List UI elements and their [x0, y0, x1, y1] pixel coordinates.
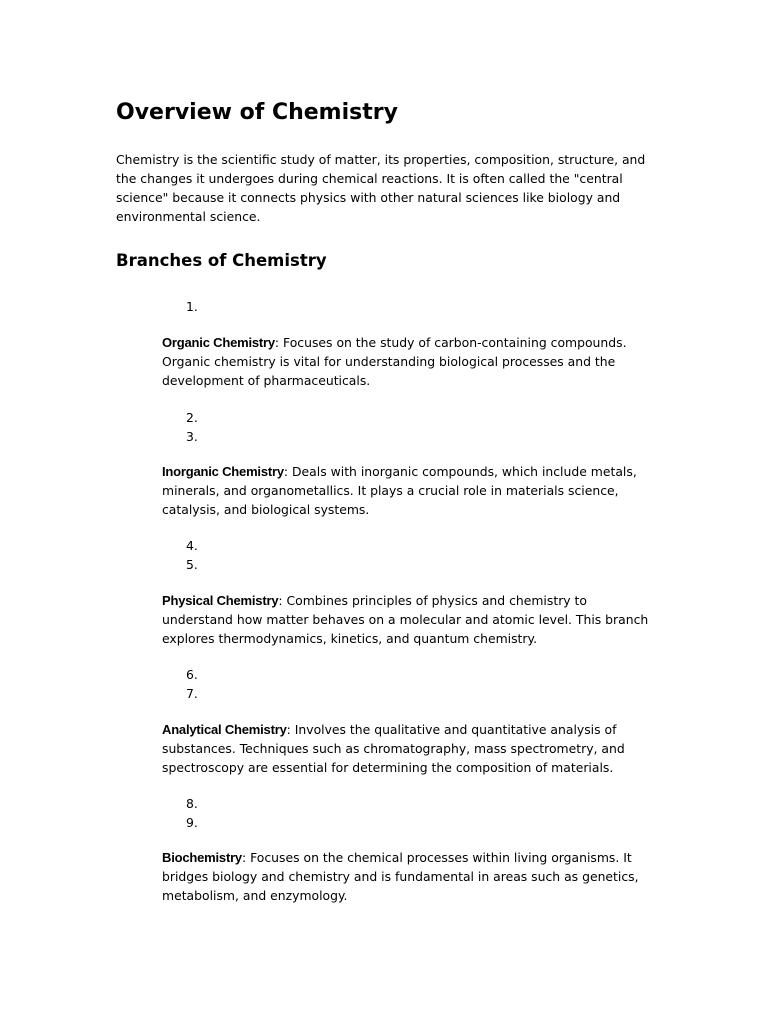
branch-description: : Focuses on the study of carbon-containing compounds. Organic chemistry is vital for understanding biological processes and the development of pharmaceuticals. [162, 335, 627, 388]
branches-heading: Branches of Chemistry [116, 251, 327, 270]
list-number-7: 7. [186, 686, 198, 701]
branch-term: Organic Chemistry [162, 335, 275, 350]
branch-description: : Deals with inorganic compounds, which include metals, minerals, and organometallics. It plays a crucial role in materials science, catalysis, and biological systems. [162, 464, 637, 517]
list-number-6: 6. [186, 667, 198, 682]
branch-description: : Combines principles of physics and chemistry to understand how matter behaves on a molecular and atomic level. This branch explores thermodynamics, kinetics, and quantum chemistry. [162, 593, 649, 646]
list-number-3: 3. [186, 429, 198, 444]
branch-inorganic [162, 462, 656, 519]
list-number-2: 2. [186, 410, 198, 425]
intro-paragraph: Chemistry is the scientific study of matter, its properties, composition, structure, and the changes it undergoes during chemical reactions. It is often called the "central science" because it connects physics with other natural sciences like biology and environmental science. [116, 152, 646, 224]
list-number-1: 1. [186, 299, 198, 314]
branch-description: : Focuses on the chemical processes within living organisms. It bridges biology and chemistry and is fundamental in areas such as genetics, metabolism, and enzymology. [162, 850, 639, 903]
list-number-9: 9. [186, 815, 198, 830]
branch-description: : Involves the qualitative and quantitative analysis of substances. Techniques such as chromatography, mass spectrometry, and spectroscopy are essential for determining the composition of materials. [162, 722, 625, 775]
branch-biochemistry [162, 848, 656, 905]
branch-organic [162, 333, 656, 390]
branch-term: Physical Chemistry [162, 593, 279, 608]
branch-term: Biochemistry [162, 850, 242, 865]
list-number-8: 8. [186, 796, 198, 811]
document-title: Overview of Chemistry [116, 100, 398, 125]
branch-physical [162, 591, 656, 648]
list-number-4: 4. [186, 538, 198, 553]
list-number-5: 5. [186, 557, 198, 572]
branch-analytical [162, 720, 656, 777]
branch-term: Inorganic Chemistry [162, 464, 284, 479]
branch-term: Analytical Chemistry [162, 722, 287, 737]
